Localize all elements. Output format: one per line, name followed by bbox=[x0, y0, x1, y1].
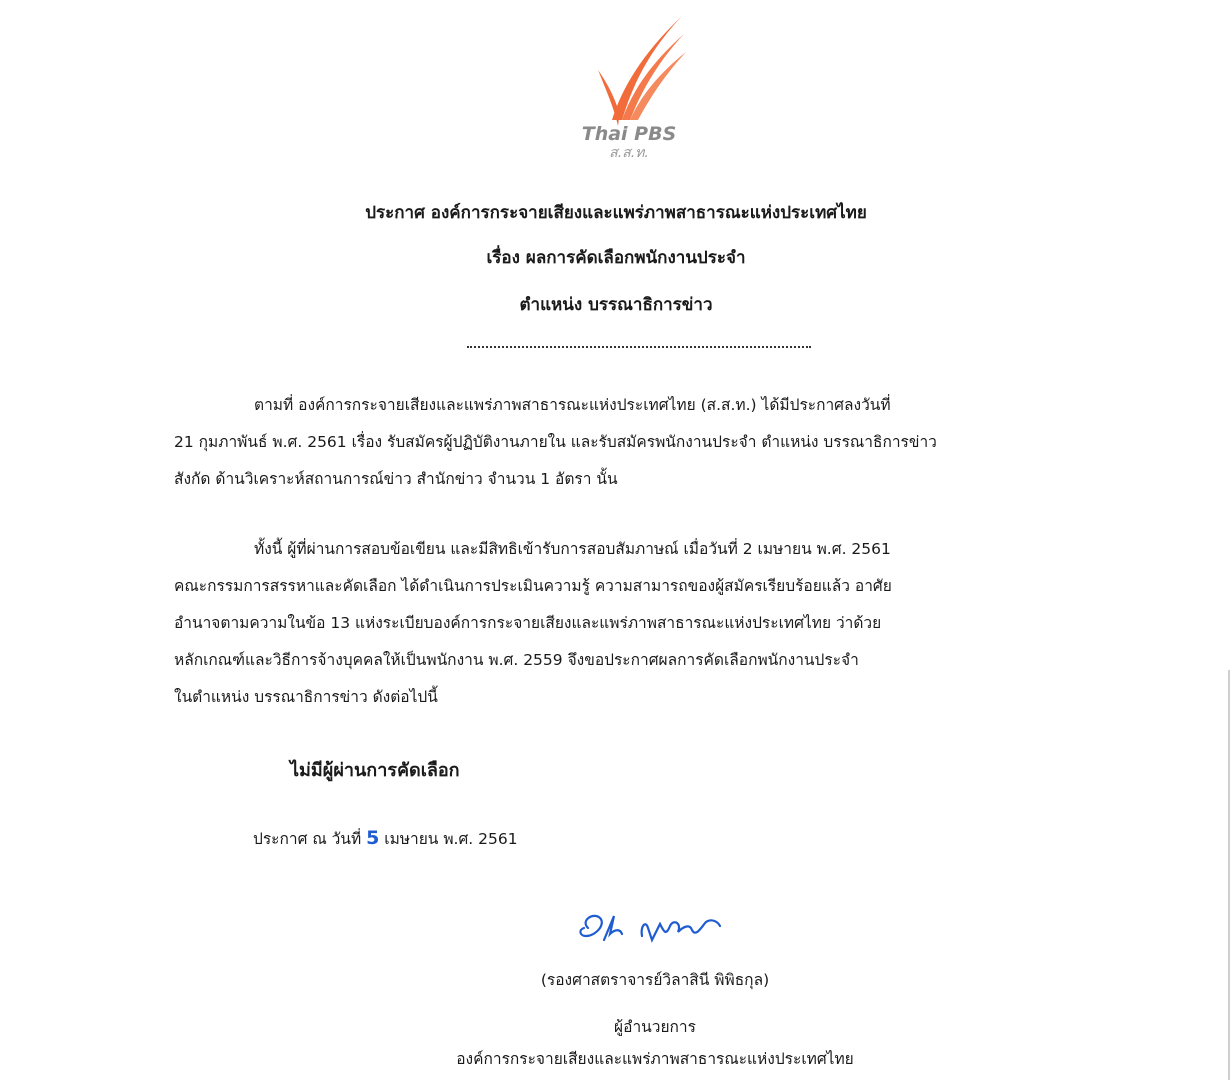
date-prefix: ประกาศ ณ วันที่ bbox=[253, 830, 362, 848]
signature-icon bbox=[570, 906, 740, 950]
heading-announcement: ประกาศ องค์การกระจายเสียงและแพร่ภาพสาธารณะแห่งประเทศไทย bbox=[365, 203, 867, 223]
result-statement: ไม่มีผู้ผ่านการคัดเลือก bbox=[290, 760, 460, 781]
date-day-handwritten: 5 bbox=[366, 827, 380, 849]
scan-edge-line bbox=[1228, 670, 1230, 1080]
paragraph-line: อำนาจตามความในข้อ 13 แห่งระเบียบองค์การกระจายเสียงและแพร่ภาพสาธารณะแห่งประเทศไทย ว่าด้วย bbox=[174, 614, 882, 632]
signatory-title: ผู้อำนวยการ bbox=[614, 1018, 696, 1036]
date-suffix: เมษายน พ.ศ. 2561 bbox=[384, 830, 518, 848]
signatory-organization: องค์การกระจายเสียงและแพร่ภาพสาธารณะแห่งประเทศไทย bbox=[456, 1050, 854, 1068]
paragraph-details bbox=[174, 531, 1089, 716]
signatory-name: (รองศาสตราจารย์วิลาสินี พิพิธกุล) bbox=[540, 971, 770, 989]
paragraph-line: สังกัด ด้านวิเคราะห์สถานการณ์ข่าว สำนักข่าว จำนวน 1 อัตรา นั้น bbox=[174, 470, 618, 488]
logo-brand-text: Thai PBS bbox=[581, 123, 677, 145]
paragraph-line: หลักเกณฑ์และวิธีการจ้างบุคคลให้เป็นพนักงาน พ.ศ. 2559 จึงขอประกาศผลการคัดเลือกพนักงานประจำ bbox=[174, 651, 859, 669]
paragraph-intro bbox=[174, 387, 1089, 498]
heading-position: ตำแหน่ง บรรณาธิการข่าว bbox=[519, 295, 713, 315]
announcement-date bbox=[253, 826, 518, 851]
dotted-divider bbox=[467, 346, 811, 348]
paragraph-line: ในตำแหน่ง บรรณาธิการข่าว ดังต่อไปนี้ bbox=[174, 688, 438, 706]
paragraph-line: คณะกรรมการสรรหาและคัดเลือก ได้ดำเนินการประเมินความรู้ ความสามารถของผู้สมัครเรียบร้อยแล้ว อาศัย bbox=[174, 577, 892, 595]
heading-subject: เรื่อง ผลการคัดเลือกพนักงานประจำ bbox=[486, 248, 746, 268]
paragraph-line: 21 กุมภาพันธ์ พ.ศ. 2561 เรื่อง รับสมัครผู้ปฏิบัติงานภายใน และรับสมัครพนักงานประจำ ตำแหน่ง บรรณาธิการข่าว bbox=[174, 433, 937, 451]
paragraph-line: ทั้งนี้ ผู้ที่ผ่านการสอบข้อเขียน และมีสิทธิเข้ารับการสอบสัมภาษณ์ เมื่อวันที่ 2 เมษายน พ.ศ. 2561 bbox=[254, 540, 891, 558]
logo-sub-text: ส.ส.ท. bbox=[609, 145, 649, 161]
paragraph-line: ตามที่ องค์การกระจายเสียงและแพร่ภาพสาธารณะแห่งประเทศไทย (ส.ส.ท.) ได้มีประกาศลงวันที่ bbox=[254, 396, 891, 414]
